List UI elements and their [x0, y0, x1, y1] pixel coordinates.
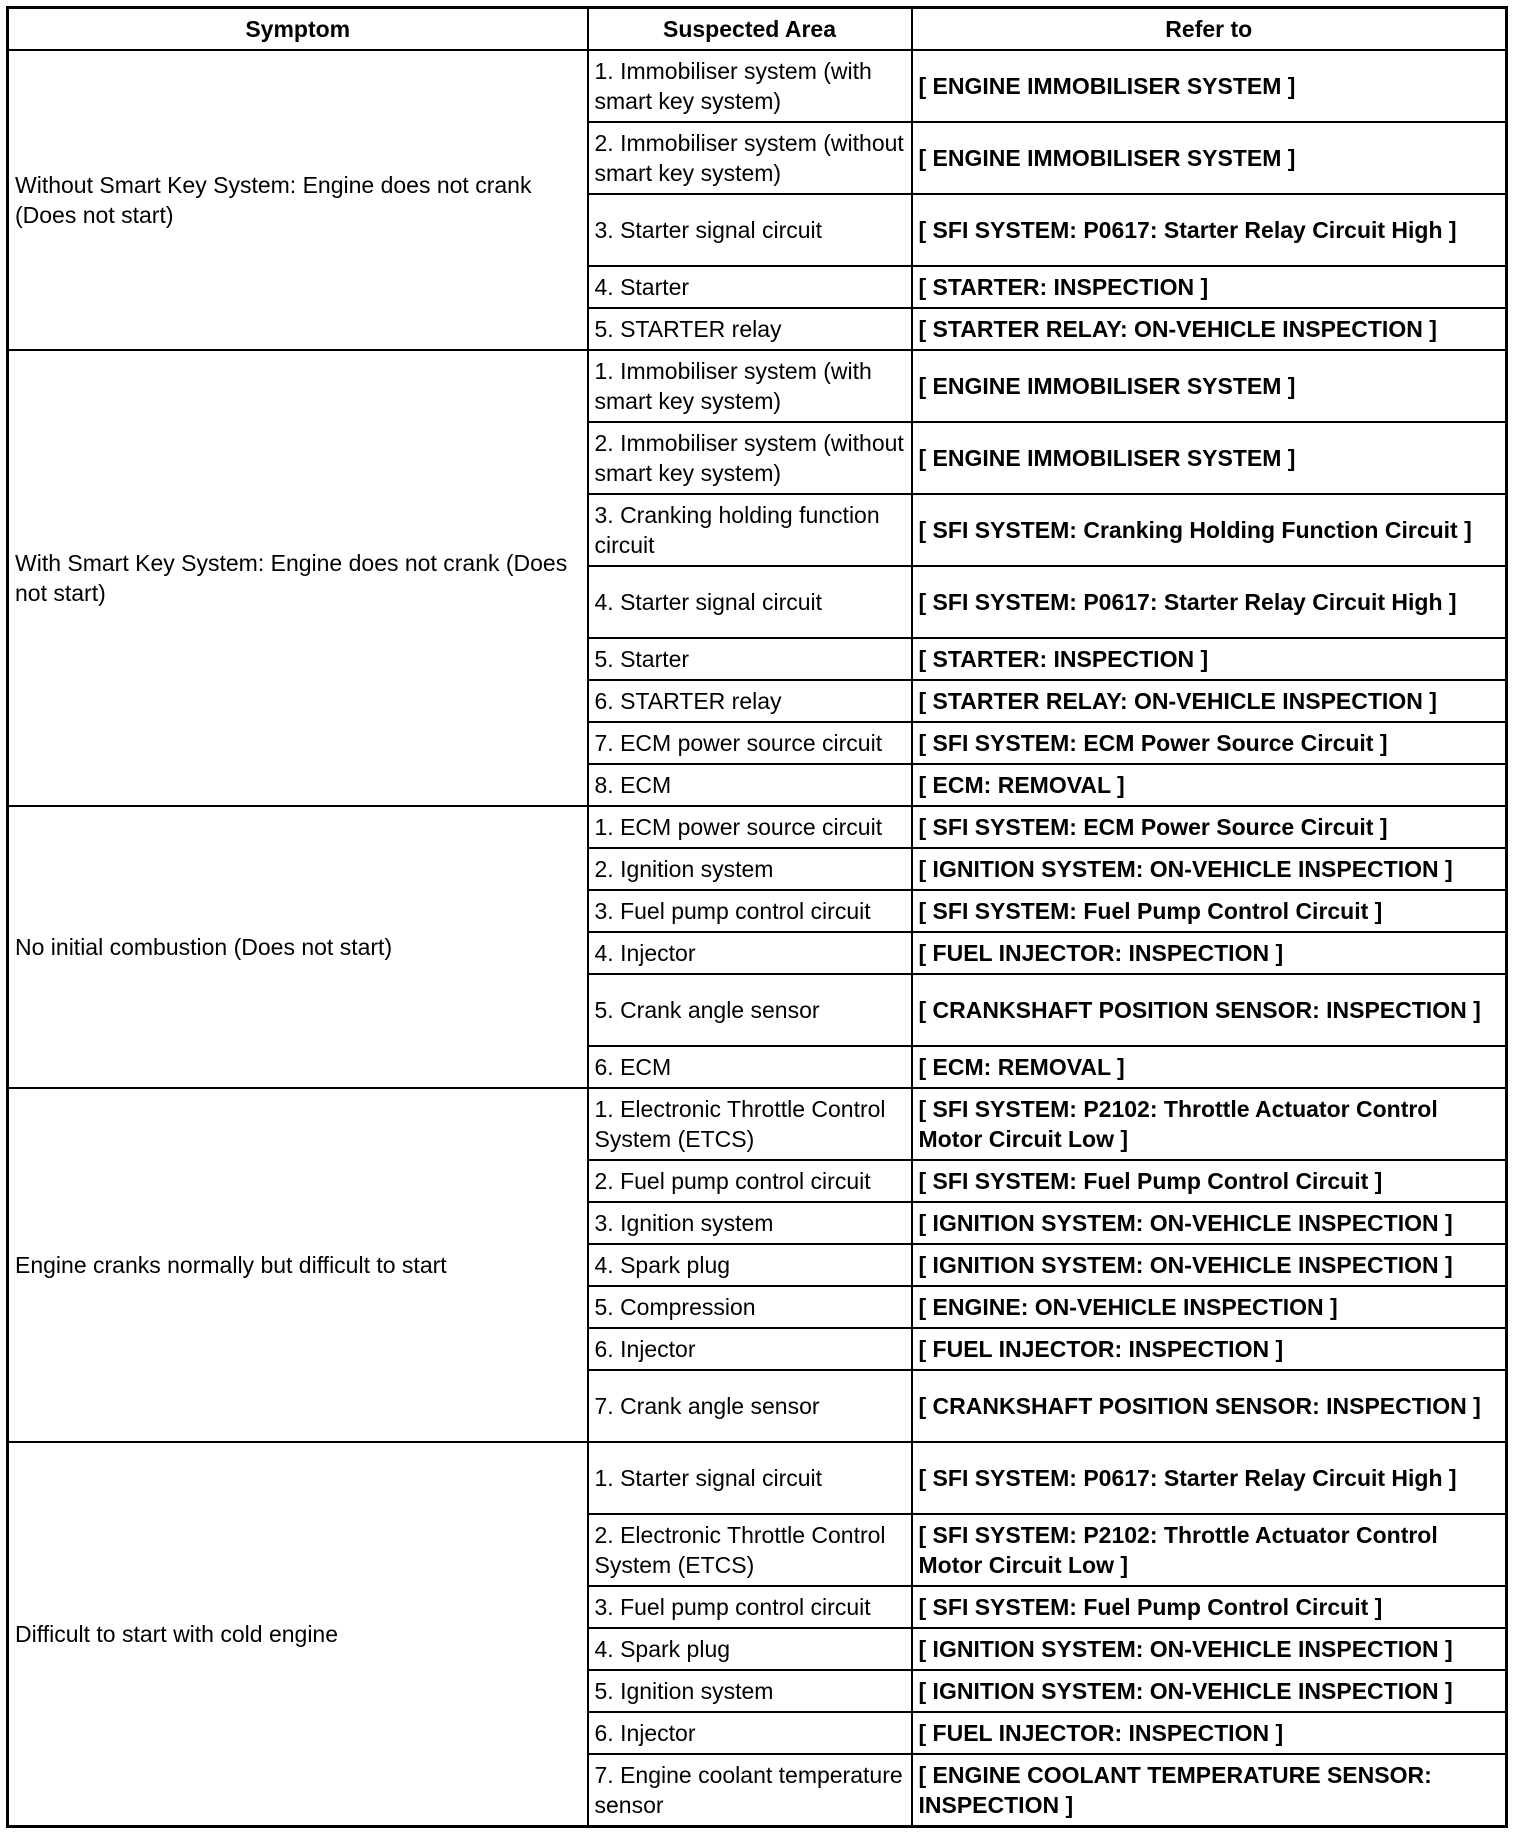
refer-to-cell: [ SFI SYSTEM: P0617: Starter Relay Circuit High ]: [912, 566, 1507, 638]
suspected-area-cell: 4. Injector: [588, 932, 912, 974]
header-suspected-area: Suspected Area: [588, 8, 912, 51]
refer-to-cell: [ FUEL INJECTOR: INSPECTION ]: [912, 932, 1507, 974]
suspected-area-cell: 5. STARTER relay: [588, 308, 912, 350]
suspected-area-cell: 3. Ignition system: [588, 1202, 912, 1244]
suspected-area-cell: 2. Electronic Throttle Control System (ETCS): [588, 1514, 912, 1586]
suspected-area-cell: 3. Cranking holding function circuit: [588, 494, 912, 566]
suspected-area-cell: 6. STARTER relay: [588, 680, 912, 722]
refer-to-cell: [ SFI SYSTEM: Fuel Pump Control Circuit ]: [912, 1586, 1507, 1628]
troubleshooting-table: [6, 6, 1508, 1828]
suspected-area-cell: 3. Starter signal circuit: [588, 194, 912, 266]
table-row: [8, 50, 1507, 122]
table-row: [8, 806, 1507, 848]
symptom-cell: Without Smart Key System: Engine does not crank (Does not start): [8, 50, 588, 350]
table-row: [8, 1442, 1507, 1514]
refer-to-cell: [ SFI SYSTEM: Fuel Pump Control Circuit ]: [912, 1160, 1507, 1202]
suspected-area-cell: 7. ECM power source circuit: [588, 722, 912, 764]
suspected-area-cell: 3. Fuel pump control circuit: [588, 1586, 912, 1628]
suspected-area-cell: 2. Immobiliser system (without smart key system): [588, 422, 912, 494]
suspected-area-cell: 6. ECM: [588, 1046, 912, 1088]
refer-to-cell: [ CRANKSHAFT POSITION SENSOR: INSPECTION ]: [912, 1370, 1507, 1442]
suspected-area-cell: 7. Crank angle sensor: [588, 1370, 912, 1442]
refer-to-cell: [ SFI SYSTEM: P0617: Starter Relay Circuit High ]: [912, 194, 1507, 266]
refer-to-cell: [ SFI SYSTEM: ECM Power Source Circuit ]: [912, 806, 1507, 848]
suspected-area-cell: 4. Starter: [588, 266, 912, 308]
refer-to-cell: [ SFI SYSTEM: P0617: Starter Relay Circuit High ]: [912, 1442, 1507, 1514]
suspected-area-cell: 5. Crank angle sensor: [588, 974, 912, 1046]
refer-to-cell: [ IGNITION SYSTEM: ON-VEHICLE INSPECTION ]: [912, 1202, 1507, 1244]
refer-to-cell: [ SFI SYSTEM: P2102: Throttle Actuator Control Motor Circuit Low ]: [912, 1088, 1507, 1160]
refer-to-cell: [ FUEL INJECTOR: INSPECTION ]: [912, 1328, 1507, 1370]
suspected-area-cell: 5. Starter: [588, 638, 912, 680]
header-symptom: Symptom: [8, 8, 588, 51]
suspected-area-cell: 5. Compression: [588, 1286, 912, 1328]
refer-to-cell: [ ENGINE IMMOBILISER SYSTEM ]: [912, 50, 1507, 122]
symptom-cell: With Smart Key System: Engine does not crank (Does not start): [8, 350, 588, 806]
symptom-cell: Engine cranks normally but difficult to start: [8, 1088, 588, 1442]
suspected-area-cell: 4. Spark plug: [588, 1244, 912, 1286]
header-row: [8, 8, 1507, 51]
refer-to-cell: [ SFI SYSTEM: Fuel Pump Control Circuit ]: [912, 890, 1507, 932]
table-row: [8, 350, 1507, 422]
suspected-area-cell: 6. Injector: [588, 1328, 912, 1370]
refer-to-cell: [ CRANKSHAFT POSITION SENSOR: INSPECTION ]: [912, 974, 1507, 1046]
refer-to-cell: [ IGNITION SYSTEM: ON-VEHICLE INSPECTION ]: [912, 1670, 1507, 1712]
suspected-area-cell: 1. Immobiliser system (with smart key system): [588, 50, 912, 122]
refer-to-cell: [ IGNITION SYSTEM: ON-VEHICLE INSPECTION ]: [912, 848, 1507, 890]
suspected-area-cell: 1. ECM power source circuit: [588, 806, 912, 848]
refer-to-cell: [ SFI SYSTEM: P2102: Throttle Actuator Control Motor Circuit Low ]: [912, 1514, 1507, 1586]
symptom-cell: Difficult to start with cold engine: [8, 1442, 588, 1827]
table-row: [8, 1088, 1507, 1160]
refer-to-cell: [ STARTER: INSPECTION ]: [912, 638, 1507, 680]
suspected-area-cell: 4. Spark plug: [588, 1628, 912, 1670]
refer-to-cell: [ ECM: REMOVAL ]: [912, 764, 1507, 806]
suspected-area-cell: 1. Electronic Throttle Control System (ETCS): [588, 1088, 912, 1160]
refer-to-cell: [ ENGINE IMMOBILISER SYSTEM ]: [912, 350, 1507, 422]
refer-to-cell: [ STARTER RELAY: ON-VEHICLE INSPECTION ]: [912, 680, 1507, 722]
refer-to-cell: [ ENGINE IMMOBILISER SYSTEM ]: [912, 122, 1507, 194]
refer-to-cell: [ SFI SYSTEM: Cranking Holding Function Circuit ]: [912, 494, 1507, 566]
refer-to-cell: [ ENGINE IMMOBILISER SYSTEM ]: [912, 422, 1507, 494]
suspected-area-cell: 4. Starter signal circuit: [588, 566, 912, 638]
refer-to-cell: [ ENGINE: ON-VEHICLE INSPECTION ]: [912, 1286, 1507, 1328]
suspected-area-cell: 2. Immobiliser system (without smart key system): [588, 122, 912, 194]
suspected-area-cell: 7. Engine coolant temperature sensor: [588, 1754, 912, 1827]
refer-to-cell: [ ECM: REMOVAL ]: [912, 1046, 1507, 1088]
refer-to-cell: [ FUEL INJECTOR: INSPECTION ]: [912, 1712, 1507, 1754]
refer-to-cell: [ STARTER: INSPECTION ]: [912, 266, 1507, 308]
suspected-area-cell: 1. Immobiliser system (with smart key system): [588, 350, 912, 422]
suspected-area-cell: 5. Ignition system: [588, 1670, 912, 1712]
suspected-area-cell: 1. Starter signal circuit: [588, 1442, 912, 1514]
refer-to-cell: [ SFI SYSTEM: ECM Power Source Circuit ]: [912, 722, 1507, 764]
refer-to-cell: [ IGNITION SYSTEM: ON-VEHICLE INSPECTION ]: [912, 1244, 1507, 1286]
suspected-area-cell: 2. Fuel pump control circuit: [588, 1160, 912, 1202]
suspected-area-cell: 3. Fuel pump control circuit: [588, 890, 912, 932]
symptom-cell: No initial combustion (Does not start): [8, 806, 588, 1088]
refer-to-cell: [ IGNITION SYSTEM: ON-VEHICLE INSPECTION ]: [912, 1628, 1507, 1670]
refer-to-cell: [ STARTER RELAY: ON-VEHICLE INSPECTION ]: [912, 308, 1507, 350]
refer-to-cell: [ ENGINE COOLANT TEMPERATURE SENSOR: INSPECTION ]: [912, 1754, 1507, 1827]
table-body: [8, 50, 1507, 1827]
suspected-area-cell: 2. Ignition system: [588, 848, 912, 890]
header-refer-to: Refer to: [912, 8, 1507, 51]
suspected-area-cell: 6. Injector: [588, 1712, 912, 1754]
suspected-area-cell: 8. ECM: [588, 764, 912, 806]
